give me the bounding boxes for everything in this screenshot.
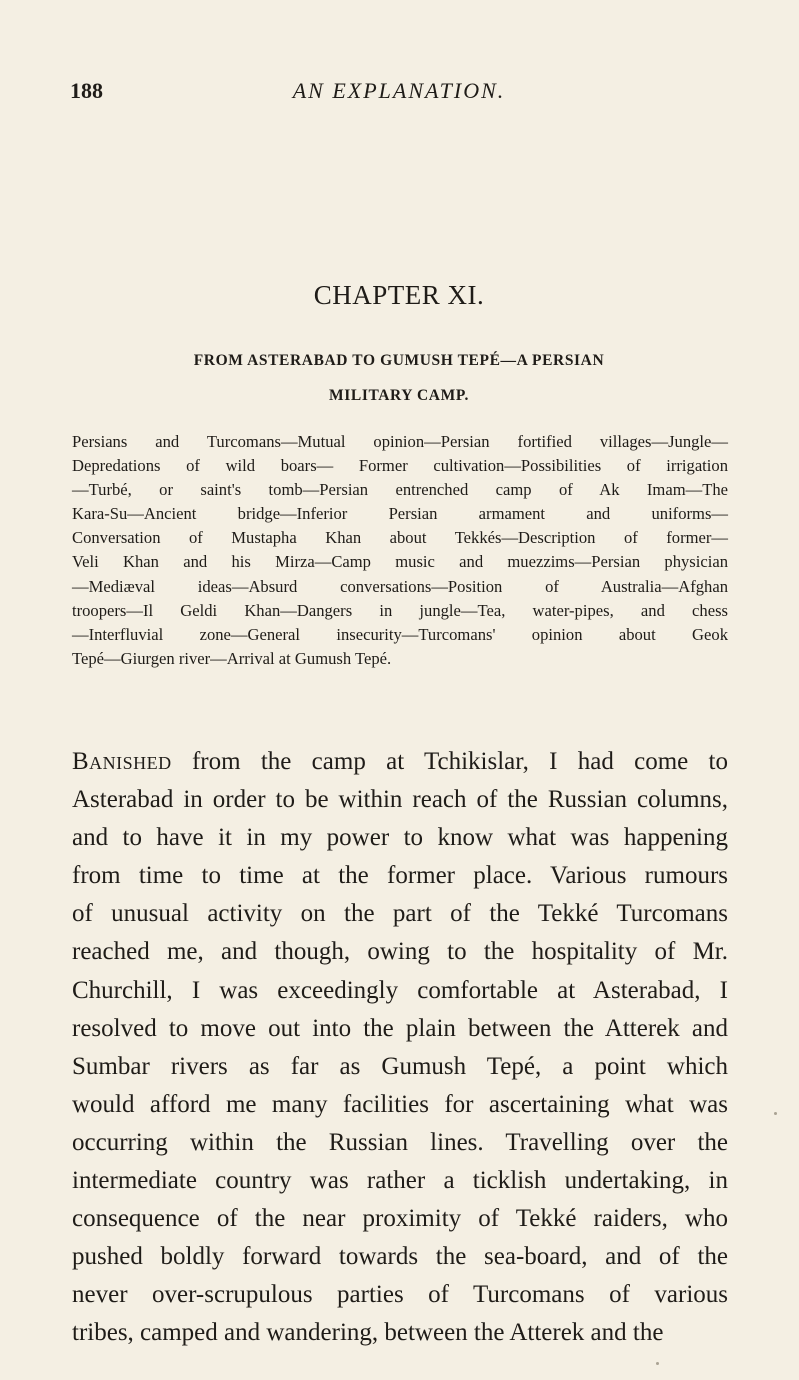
body-line: and to have it in my power to know what was happening (72, 824, 728, 852)
summary-line: troopers—Il Geldi Khan—Dangers in jungle—Tea, water-pipes, and chess (72, 600, 728, 620)
opening-word: Banished (72, 748, 172, 775)
body-line: would afford me many facilities for ascertaining what was (72, 1090, 728, 1118)
running-title: AN EXPLANATION. (292, 78, 506, 103)
chapter-subtitle-line: MILITARY CAMP. (329, 387, 469, 404)
summary-line: Conversation of Mustapha Khan about Tekkés—Description of former— (72, 528, 728, 548)
running-head (70, 78, 728, 108)
chapter-summary (72, 430, 728, 671)
body-line: Churchill, I was exceedingly comfortable at Asterabad, I (72, 976, 728, 1004)
chapter-subtitle-line: FROM ASTERABAD TO GUMUSH TEPÉ—A PERSIAN (193, 352, 605, 369)
body-line: from time to time at the former place. Various rumours (72, 862, 728, 890)
paper-speck (656, 1362, 659, 1365)
body-line: of unusual activity on the part of the Tekké Turcomans (72, 900, 728, 928)
summary-line: Veli Khan and his Mirza—Camp music and muezzims—Persian physician (72, 552, 728, 572)
body-line: reached me, and though, owing to the hospitality of Mr. (72, 938, 728, 966)
body-line: pushed boldly forward towards the sea-board, and of the (72, 1243, 728, 1271)
paper-speck (774, 1112, 777, 1115)
summary-line: Tepé—Giurgen river—Arrival at Gumush Tepé. (72, 648, 392, 668)
body-line: tribes, camped and wandering, between the Atterek and the (72, 1319, 664, 1347)
summary-line: —Turbé, or saint's tomb—Persian entrenched camp of Ak Imam—The (72, 480, 728, 500)
chapter-subtitle (70, 343, 728, 413)
summary-line: Persians and Turcomans—Mutual opinion—Persian fortified villages—Jungle— (72, 432, 728, 451)
body-line: intermediate country was rather a ticklish undertaking, in (72, 1167, 728, 1195)
body-line: never over-scrupulous parties of Turcomans of various (72, 1281, 728, 1309)
chapter-title: CHAPTER XI. (313, 280, 485, 310)
first-line-text: from the camp at Tchikislar, I had come to (171, 748, 728, 775)
body-paragraph (72, 743, 728, 1353)
summary-line: Kara-Su—Ancient bridge—Inferior Persian armament and uniforms— (72, 504, 728, 524)
body-line: resolved to move out into the plain between the Atterek and (72, 1014, 728, 1042)
body-line (72, 743, 728, 781)
body-line: consequence of the near proximity of Tekké raiders, who (72, 1205, 728, 1233)
body-line: occurring within the Russian lines. Travelling over the (72, 1128, 728, 1156)
summary-line: —Interfluvial zone—General insecurity—Turcomans' opinion about Geok (72, 624, 728, 644)
page-number: 188 (70, 78, 103, 103)
body-line: Sumbar rivers as far as Gumush Tepé, a point which (72, 1052, 728, 1080)
summary-line: Depredations of wild boars— Former cultivation—Possibilities of irrigation (72, 456, 728, 476)
body-line: Asterabad in order to be within reach of the Russian columns, (72, 786, 728, 814)
summary-line: —Mediæval ideas—Absurd conversations—Position of Australia—Afghan (72, 576, 728, 596)
